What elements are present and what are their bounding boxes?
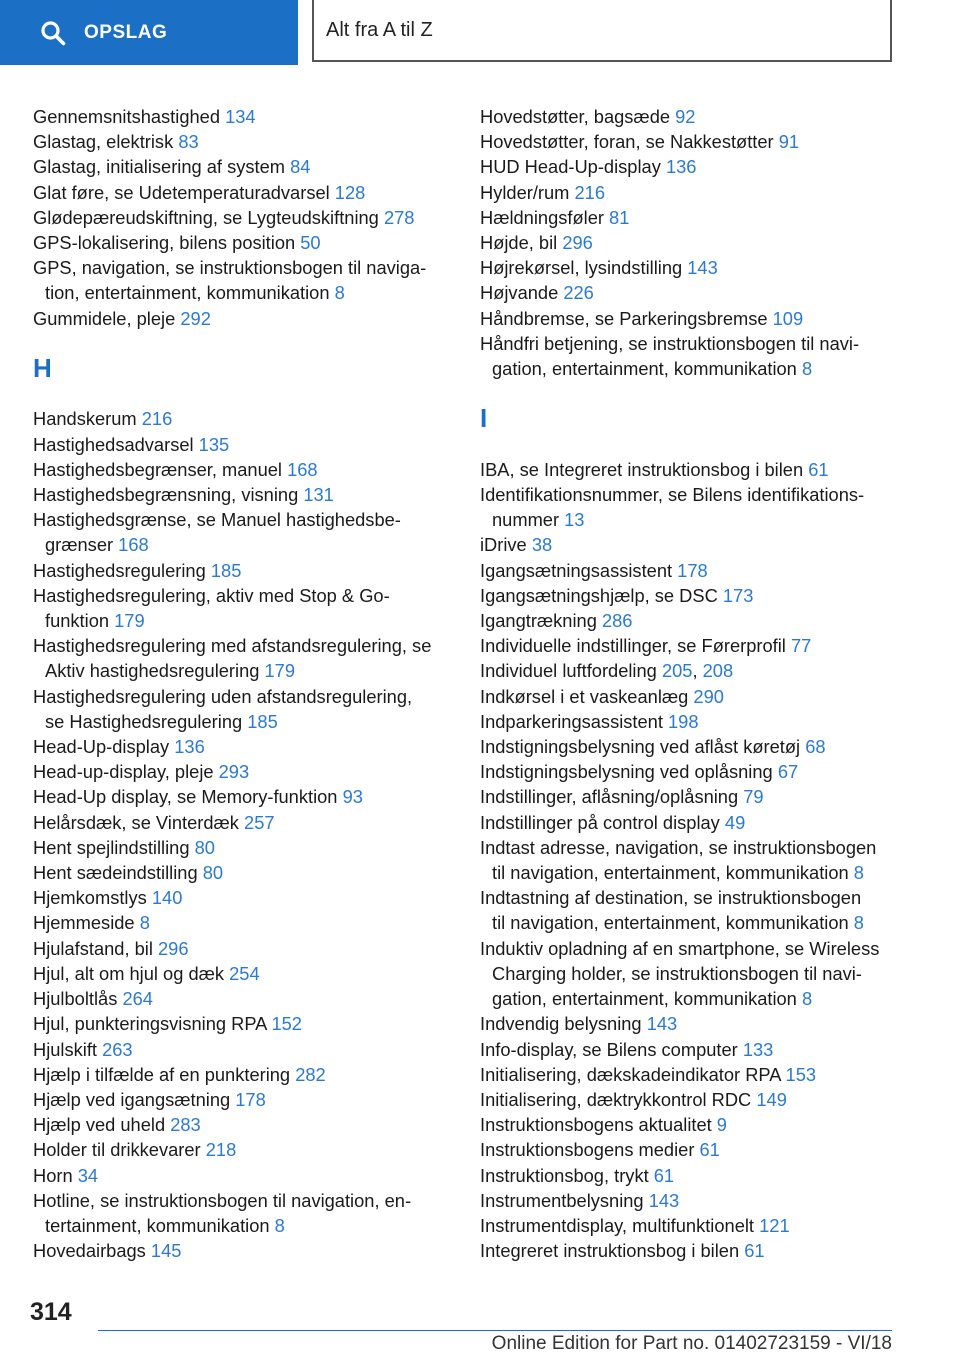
index-entry-text: Instrumentbelysning (480, 1189, 644, 1211)
page-reference-link[interactable]: 178 (677, 559, 708, 581)
index-entry-text: Identifikationsnummer, se Bilens identifikations- (480, 484, 865, 506)
page-reference-link[interactable]: 264 (122, 988, 153, 1010)
index-entry-text: Hastighedsregulering, aktiv med Stop & Go- (33, 584, 390, 606)
index-entry-text: Indstillinger på control display (480, 811, 720, 833)
index-entry (33, 457, 453, 482)
index-entry (480, 936, 920, 1012)
index-entry (33, 961, 453, 986)
page-reference-link[interactable]: 92 (675, 106, 696, 127)
page-reference-link[interactable]: 153 (785, 1063, 817, 1085)
index-entry-text: Hjulboltlås (33, 988, 118, 1010)
page-reference-link[interactable]: 136 (174, 736, 205, 758)
index-entry (480, 608, 920, 633)
page-reference-link[interactable]: 68 (805, 736, 826, 758)
index-entry-text: Head-up-display, pleje (33, 761, 214, 783)
index-entry-text: Instruktionsbogens medier (480, 1139, 695, 1161)
index-entry-text: Gummidele, pleje (33, 307, 176, 329)
page-reference-link[interactable]: 84 (290, 156, 311, 178)
page-reference-link[interactable]: 226 (563, 282, 594, 304)
index-entry-text: Hjælp i tilfælde af en punktering (33, 1063, 291, 1085)
index-entry (480, 230, 920, 255)
index-entry (33, 835, 453, 860)
index-entry (480, 280, 920, 305)
page-reference-link[interactable]: 179 (264, 660, 296, 682)
index-entry-text: Head-Up-display (33, 736, 170, 758)
page-reference-link[interactable]: 8 (801, 988, 813, 1010)
index-entry-text: Hastighedsbegrænser, manuel (33, 458, 282, 480)
page-reference-link[interactable]: 198 (668, 710, 699, 732)
page-reference-link[interactable]: 286 (601, 610, 633, 632)
index-entry (33, 784, 453, 809)
index-entry (480, 684, 920, 709)
page-reference-link[interactable]: 109 (772, 307, 804, 329)
page-reference-link[interactable]: 8 (274, 1214, 285, 1236)
page-reference-link[interactable]: 83 (178, 131, 199, 153)
index-entry (33, 406, 453, 431)
page-reference-link[interactable]: 145 (150, 1240, 182, 1262)
index-entry (480, 558, 920, 583)
page-reference-link[interactable]: 296 (562, 232, 593, 254)
page-reference-link[interactable]: 8 (853, 912, 864, 934)
index-entry-text: Hjælp ved uheld (33, 1114, 166, 1136)
index-entry-text: Højde, bil (480, 232, 558, 254)
index-entry-text: Hjulafstand, bil (33, 937, 153, 959)
page-reference-link[interactable]: 13 (564, 509, 585, 531)
index-entry (480, 532, 920, 557)
page-reference-link[interactable]: 143 (648, 1189, 680, 1211)
page-reference-link[interactable]: 216 (141, 408, 173, 430)
index-entry-text: Indtastning af destination, se instruktionsbogen (480, 887, 862, 909)
index-entry (33, 1112, 453, 1137)
index-entry (33, 684, 453, 734)
index-entry-text: Holder til drikkevarer (33, 1139, 201, 1161)
index-entry-text: Hjælp ved igangsætning (33, 1088, 231, 1110)
page-reference-link[interactable]: 8 (801, 358, 813, 380)
footer-divider (98, 1330, 892, 1331)
index-entry-text: Handskerum (33, 408, 137, 430)
index-entry-text: Instrumentdisplay, multifunktionelt (480, 1214, 755, 1236)
page-reference-link[interactable]: 38 (531, 534, 553, 556)
index-entry-text: Hastighedsgrænse, se Manuel hastighedsbe- (33, 509, 401, 531)
footer-edition-text: Online Edition for Part no. 01402723159 - VI/18 (491, 1333, 892, 1354)
index-entry-text: Horn (33, 1164, 73, 1186)
index-entry (33, 885, 453, 910)
page-reference-link[interactable]: 168 (287, 458, 318, 480)
page-reference-link[interactable]: 121 (759, 1214, 790, 1236)
index-entry-text: Initialisering, dækskadeindikator RPA (480, 1063, 781, 1085)
index-entry-text: Hældningsføler (480, 206, 604, 228)
index-entry (33, 936, 453, 961)
index-entry (480, 1188, 920, 1213)
index-entry-text: GPS-lokalisering, bilens position (33, 232, 296, 254)
index-column-left (33, 104, 453, 1263)
index-entry (33, 558, 453, 583)
index-entry-text: Hent spejlindstilling (33, 836, 190, 858)
index-entry-text: Hastighedsregulering (33, 559, 206, 581)
index-entry (33, 1188, 453, 1238)
index-entry (33, 1238, 453, 1263)
page-number: 314 (30, 1298, 72, 1326)
page-reference-link[interactable]: 91 (778, 131, 800, 153)
index-entry-text: Hastighedsregulering med afstandsregulering, se (33, 635, 432, 657)
index-entry (480, 709, 920, 734)
index-entry-text: Indparkeringsassistent (480, 710, 663, 732)
index-column-right (480, 104, 920, 1263)
index-entry (33, 507, 453, 557)
index-entry (33, 860, 453, 885)
page-reference-link[interactable]: 283 (170, 1114, 201, 1136)
index-entry (480, 1062, 920, 1087)
index-entry (480, 734, 920, 759)
page-reference-link[interactable]: 257 (244, 811, 275, 833)
index-entry (33, 104, 453, 129)
index-letter-heading: I (480, 403, 488, 434)
index-entry (480, 633, 920, 658)
page-reference-link[interactable]: 8 (334, 282, 345, 304)
index-entry (480, 835, 920, 885)
page-reference-link[interactable]: 168 (118, 534, 149, 556)
page-reference-link[interactable]: 61 (699, 1139, 720, 1161)
index-entry-text: til navigation, entertainment, kommunikation (492, 862, 849, 884)
page-reference-link[interactable]: 81 (609, 206, 630, 228)
tab-a-to-z[interactable] (312, 0, 892, 62)
page-reference-link[interactable]: 185 (210, 559, 242, 581)
index-entry: Individuel luftfordeling 205, 208 (480, 660, 734, 682)
page-reference-link[interactable]: 8 (139, 912, 150, 934)
index-entry (480, 306, 920, 331)
index-entry-text: Gennemsnitshastighed (33, 106, 220, 127)
index-entry-text: gation, entertainment, kommunikation (492, 988, 797, 1010)
index-entry-text: Hastighedsregulering uden afstandsregulering, (33, 685, 413, 707)
page-reference-link[interactable]: 278 (383, 206, 415, 228)
index-entry-text: Head-Up display, se Memory-funktion (33, 786, 338, 808)
index-entry-text: Individuel luftfordeling (480, 660, 657, 682)
page-reference-link[interactable]: 179 (114, 610, 145, 632)
page-reference-link[interactable]: 49 (724, 811, 746, 833)
index-entry (33, 1163, 453, 1188)
page-reference-link[interactable]: 152 (271, 1013, 302, 1035)
index-entry (480, 482, 920, 532)
index-entry-text: Integreret instruktionsbog i bilen (480, 1240, 740, 1262)
index-entry-text: Hastighedsadvarsel (33, 433, 194, 455)
index-entry (33, 910, 453, 935)
index-entry-text: Hjul, punkteringsvisning RPA (33, 1013, 267, 1035)
index-entry-text: gation, entertainment, kommunikation (492, 358, 797, 380)
page-reference-link[interactable]: 173 (722, 584, 754, 606)
index-entry-text: Hent sædeindstilling (33, 862, 198, 884)
index-entry-text: Hjulskift (33, 1038, 97, 1060)
index-entry-text: Hovedairbags (33, 1240, 146, 1262)
index-entry-text: Instruktionsbogens aktualitet (480, 1114, 712, 1136)
page-reference-link[interactable]: 67 (777, 761, 799, 783)
index-entry (480, 154, 920, 179)
index-entry (33, 1087, 453, 1112)
index-entry-text: Igangtrækning (480, 610, 597, 632)
index-entry (480, 1163, 920, 1188)
page-reference-link[interactable]: 9 (716, 1114, 727, 1136)
index-letter-heading: H (33, 352, 52, 383)
index-entry-text: Hjemmeside (33, 912, 135, 934)
index-entry (480, 129, 920, 154)
page-reference-link[interactable]: 61 (744, 1240, 765, 1262)
index-entry (480, 885, 920, 935)
index-entry (33, 129, 453, 154)
page-reference-link[interactable]: 208 (702, 660, 734, 682)
index-entry (33, 986, 453, 1011)
page-reference-link[interactable]: 61 (808, 458, 829, 480)
index-entry-text: Hjemkomstlys (33, 887, 147, 909)
index-entry-text: Aktiv hastighedsregulering (45, 660, 260, 682)
index-entry-text: Igangsætningshjælp, se DSC (480, 584, 718, 606)
index-entry-text: Hovedstøtter, foran, se Nakkestøtter (480, 131, 774, 153)
page-reference-link[interactable]: 134 (225, 106, 256, 127)
index-entry-text: Charging holder, se instruktionsbogen til navi- (492, 962, 862, 984)
page-reference-link[interactable]: 136 (665, 156, 697, 178)
page-reference-link[interactable]: 93 (342, 786, 363, 808)
index-entry-text: GPS, navigation, se instruktionsbogen til naviga- (33, 257, 427, 279)
index-entry-text: Indstillinger, aflåsning/oplåsning (480, 786, 739, 808)
index-entry-text: Hotline, se instruktionsbogen til navigation, en- (33, 1189, 412, 1211)
index-entry (480, 810, 920, 835)
page-reference-link[interactable]: 128 (334, 181, 366, 203)
page-reference-link[interactable]: 292 (180, 307, 211, 329)
index-entry (480, 1213, 920, 1238)
index-entry-text: Indstigningsbelysning ved aflåst køretøj (480, 736, 801, 758)
index-entry (33, 306, 453, 331)
tab-a-to-z-label: Alt fra A til Z (326, 18, 433, 41)
page-reference-link[interactable]: 293 (218, 761, 250, 783)
index-entry-text: Initialisering, dæktrykkontrol RDC (480, 1088, 752, 1110)
index-entry-text: Helårsdæk, se Vinterdæk (33, 811, 239, 833)
index-entry (480, 205, 920, 230)
page-reference-link[interactable]: 8 (853, 862, 864, 884)
index-entry (480, 180, 920, 205)
page-reference-link[interactable]: 61 (653, 1164, 675, 1186)
index-entry-text: se Hastighedsregulering (45, 710, 243, 732)
page-reference-link[interactable]: 254 (229, 962, 260, 984)
index-entry (33, 205, 453, 230)
index-entry-text: funktion (45, 610, 110, 632)
index-entry-text: Håndbremse, se Parkeringsbremse (480, 307, 768, 329)
page-reference-link[interactable]: 205 (661, 660, 693, 682)
index-entry-text: til navigation, entertainment, kommunikation (492, 912, 849, 934)
index-entry-text: Glødepæreudskiftning, se Lygteudskiftning (33, 206, 379, 228)
index-entry-text: Højvande (480, 282, 559, 304)
index-entry-text: tertainment, kommunikation (45, 1214, 270, 1236)
page-reference-link[interactable]: 282 (295, 1063, 326, 1085)
page-reference-link[interactable]: 140 (151, 887, 183, 909)
page-reference-link[interactable]: 149 (756, 1088, 787, 1110)
index-entry-text: Info-display, se Bilens computer (480, 1038, 738, 1060)
index-entry (480, 1137, 920, 1162)
index-entry-text: Hylder/rum (480, 181, 570, 203)
index-entry (480, 784, 920, 809)
index-entry-text: Igangsætningsassistent (480, 559, 673, 581)
index-entry (33, 1037, 453, 1062)
index-entry (480, 457, 920, 482)
index-entry (33, 759, 453, 784)
index-entry-text: Glastag, initialisering af system (33, 156, 285, 178)
page-reference-link[interactable]: 135 (198, 433, 230, 455)
index-entry-text: Instruktionsbog, trykt (480, 1164, 649, 1186)
index-entry (480, 255, 920, 280)
index-entry (480, 331, 920, 381)
index-entry (33, 734, 453, 759)
index-entry (33, 230, 453, 255)
page-reference-link[interactable]: 290 (693, 685, 724, 707)
page-reference-link[interactable]: 143 (687, 257, 718, 279)
page-reference-link[interactable]: 218 (205, 1139, 237, 1161)
page-reference-link[interactable]: 34 (77, 1164, 99, 1186)
page-reference-link[interactable]: 296 (158, 937, 189, 959)
page-reference-link[interactable]: 178 (235, 1088, 266, 1110)
page-reference-link[interactable]: 131 (303, 484, 334, 506)
index-entry-text: Hovedstøtter, bagsæde (480, 106, 671, 127)
index-entry-text: iDrive (480, 534, 527, 556)
index-entry-text: Glat føre, se Udetemperaturadvarsel (33, 181, 330, 203)
index-entry-text: IBA, se Integreret instruktionsbog i bilen (480, 458, 804, 480)
index-entry (480, 1087, 920, 1112)
index-entry-text: Individuelle indstillinger, se Førerprofil (480, 635, 786, 657)
tab-search-label: OPSLAG (84, 21, 168, 43)
index-entry (33, 255, 453, 305)
index-entry (480, 104, 920, 129)
index-entry (33, 810, 453, 835)
index-entry (33, 1137, 453, 1162)
index-entry-text: Højrekørsel, lysindstilling (480, 257, 683, 279)
tab-search[interactable] (0, 0, 298, 65)
page-reference-link[interactable]: 263 (102, 1038, 133, 1060)
page-reference-link[interactable]: 50 (300, 232, 321, 254)
index-entry-text: HUD Head-Up-display (480, 156, 661, 178)
index-entry (33, 1011, 453, 1036)
index-entry (480, 759, 920, 784)
index-entry-text: Indstigningsbelysning ved oplåsning (480, 761, 773, 783)
page-reference-link[interactable]: 133 (742, 1038, 774, 1060)
index-entry-text: tion, entertainment, kommunikation (45, 282, 330, 304)
page-reference-link[interactable]: 79 (743, 786, 764, 808)
index-entry-text: Indkørsel i et vaskeanlæg (480, 685, 689, 707)
index-entry (480, 1112, 920, 1137)
index-entry-text: Indtast adresse, navigation, se instruktionsbogen (480, 836, 877, 858)
index-entry-text: Induktiv opladning af en smartphone, se Wireless (480, 937, 880, 959)
page-reference-link[interactable]: 80 (194, 836, 215, 858)
index-entry-text: grænser (45, 534, 114, 556)
index-entry (480, 1011, 920, 1036)
index-entry-text: Hastighedsbegrænsning, visning (33, 484, 299, 506)
page-reference-link[interactable]: 185 (247, 710, 278, 732)
index-entry (480, 1037, 920, 1062)
index-entry (33, 154, 453, 179)
index-entry (33, 1062, 453, 1087)
index-entry-text: Glastag, elektrisk (33, 131, 174, 153)
index-entry-text: nummer (492, 509, 560, 531)
index-entry (33, 482, 453, 507)
page-reference-link[interactable]: 216 (574, 181, 605, 203)
page-reference-link[interactable]: 143 (646, 1013, 678, 1035)
index-entry (480, 1238, 920, 1263)
index-entry-text: Indvendig belysning (480, 1013, 642, 1035)
index-entry-text: Håndfri betjening, se instruktionsbogen til navi- (480, 332, 860, 354)
index-entry (480, 583, 920, 608)
search-icon (40, 20, 66, 46)
index-entry (33, 583, 453, 633)
page-reference-link[interactable]: 80 (202, 862, 224, 884)
index-entry (33, 180, 453, 205)
index-entry (33, 432, 453, 457)
page-reference-link[interactable]: 77 (790, 635, 812, 657)
index-entry (33, 633, 453, 683)
index-entry-text: Hjul, alt om hjul og dæk (33, 962, 225, 984)
